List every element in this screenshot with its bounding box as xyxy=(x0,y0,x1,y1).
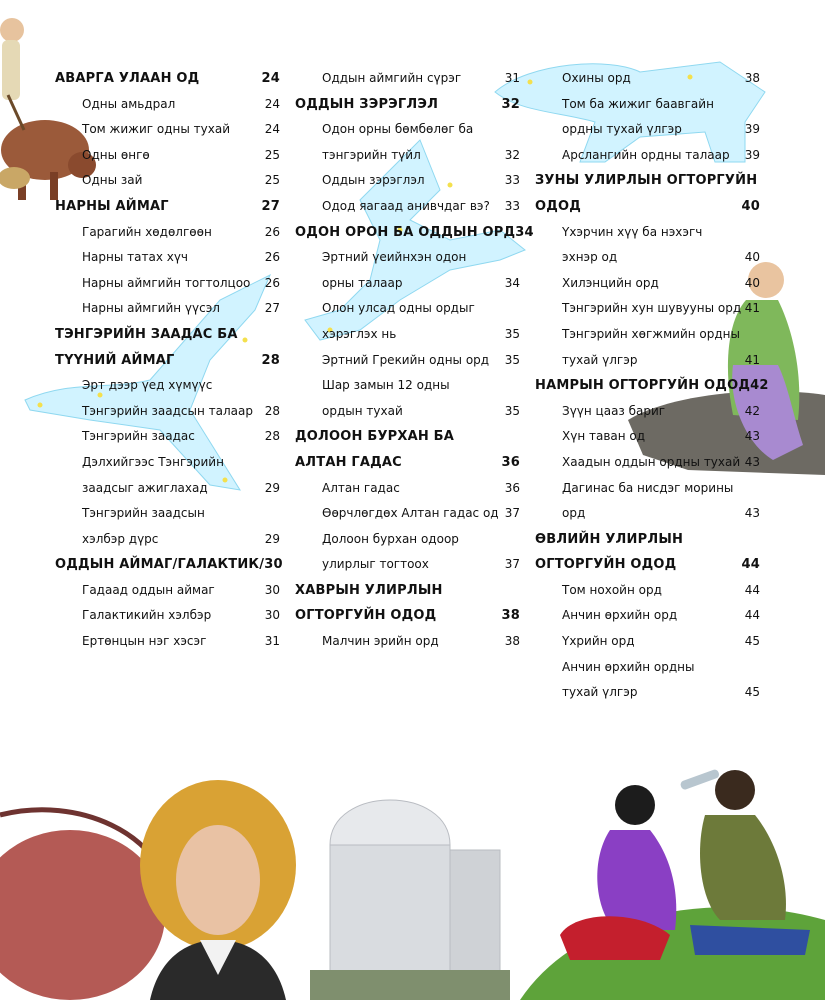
toc-entry-title: Хүн таван од xyxy=(562,429,646,444)
toc-page-number: 32 xyxy=(504,147,520,162)
toc-entry[interactable] xyxy=(55,527,280,553)
toc-section-heading[interactable] xyxy=(535,552,760,578)
toc-page-number: 45 xyxy=(744,685,760,700)
toc-entry-title: Нарны аймгийн үүсэл xyxy=(82,301,220,316)
toc-entry-title: Эрт дээр үед хүмүүс xyxy=(82,378,213,393)
toc-entry-title: Тэнгэрийн хун шувууны орд xyxy=(562,301,742,316)
toc-entry-title: Хаадын оддын ордны тухай xyxy=(562,454,741,469)
toc-entry[interactable] xyxy=(55,373,280,399)
toc-entry-title: ордны тухай үлгэр xyxy=(562,122,682,137)
toc-entry[interactable] xyxy=(295,168,520,194)
toc-entry-title: Тэнгэрийн заадас xyxy=(82,429,195,444)
toc-entry[interactable] xyxy=(55,92,280,118)
toc-page-number: 28 xyxy=(261,352,280,368)
toc-entry-title: хэлбэр дүрс xyxy=(82,531,159,546)
toc-page-number: 29 xyxy=(264,531,280,546)
toc-entry[interactable] xyxy=(295,476,520,502)
toc-entry-title: Үхэрчин хүү ба нэхэгч xyxy=(562,224,703,239)
toc-page-number: 33 xyxy=(504,173,520,188)
toc-entry-title: НАРНЫ АЙМАГ xyxy=(55,198,169,214)
toc-entry-title: ХАВРЫН УЛИРЛЫН xyxy=(295,582,443,598)
toc-entry-title: Одон орны бөмбөлөг ба xyxy=(322,122,474,137)
toc-entry[interactable] xyxy=(535,603,760,629)
toc-page-number: 31 xyxy=(504,71,520,85)
toc-section-heading[interactable] xyxy=(55,194,280,220)
toc-page-number: 33 xyxy=(504,198,520,213)
toc-entry[interactable] xyxy=(295,552,520,578)
toc-entry-title: Нарны аймгийн тогтолцоо xyxy=(82,275,251,290)
toc-page-number: 25 xyxy=(264,173,280,188)
toc-section-heading[interactable] xyxy=(295,450,520,476)
toc-entry[interactable] xyxy=(295,271,520,297)
toc-page-number: 36 xyxy=(501,454,520,470)
toc-entry-title: Галактикийн хэлбэр xyxy=(82,608,212,623)
toc-page-number: 44 xyxy=(744,608,760,623)
toc-entry[interactable] xyxy=(295,373,520,399)
toc-entry[interactable] xyxy=(535,578,760,604)
toc-page-number: 24 xyxy=(264,122,280,137)
toc-entry[interactable] xyxy=(55,220,280,246)
toc-section-heading[interactable] xyxy=(295,603,520,629)
toc-entry[interactable] xyxy=(295,245,520,271)
toc-entry-title: ДОЛООН БУРХАН БА xyxy=(295,429,455,445)
toc-page-number: 35 xyxy=(504,352,520,367)
toc-entry[interactable] xyxy=(535,399,760,425)
toc-entry-title: Зүүн цааз бариг xyxy=(562,403,666,418)
toc-page-number: 37 xyxy=(504,506,520,521)
toc-entry-title: Тэнгэрийн заадсын талаар xyxy=(82,403,253,418)
toc-section-heading[interactable] xyxy=(535,373,769,399)
toc-entry[interactable] xyxy=(55,271,280,297)
toc-entry[interactable] xyxy=(535,220,760,246)
toc-entry-title: ЗУНЫ УЛИРЛЫН ОГТОРГУЙН xyxy=(535,173,758,189)
toc-entry[interactable] xyxy=(295,348,520,374)
toc-entry[interactable] xyxy=(535,92,760,118)
toc-section-heading[interactable] xyxy=(535,527,760,553)
girl-head xyxy=(615,785,655,825)
toc-page-number: 36 xyxy=(504,480,520,495)
toc-column-2 xyxy=(295,66,534,655)
toc-entry-title: хэрэглэх нь xyxy=(322,326,397,341)
toc-entry-title: тэнгэрийн түйл xyxy=(322,147,421,162)
toc-entry-title: эхнэр од xyxy=(562,250,618,265)
toc-page-number: 35 xyxy=(504,326,520,341)
toc-entry[interactable] xyxy=(55,629,280,655)
toc-entry-title: Одны амьдрал xyxy=(82,96,176,111)
toc-entry-title: Нарны татах хүч xyxy=(82,250,189,265)
toc-entry-title: улирлыг тогтоох xyxy=(322,557,429,572)
toc-entry[interactable] xyxy=(55,143,280,169)
toc-entry[interactable] xyxy=(535,245,760,271)
toc-entry[interactable] xyxy=(55,296,280,322)
telescope xyxy=(679,768,720,790)
toc-entry-title: Эртний үеийнхэн одон xyxy=(322,250,467,265)
toc-page-number: 30 xyxy=(264,608,280,623)
toc-page-number: 43 xyxy=(744,506,760,521)
toc-entry-title: Анчин өрхийн ордны xyxy=(562,659,695,674)
toc-page-number: 41 xyxy=(744,352,760,367)
toc-entry-title: Тэнгэрийн заадсын xyxy=(82,506,205,521)
toc-section-heading[interactable] xyxy=(55,322,280,348)
stargazing-children-illustration xyxy=(520,760,825,1000)
toc-entry-title: Одод яагаад анивчдаг вэ? xyxy=(322,198,490,213)
toc-entry[interactable] xyxy=(535,348,760,374)
toc-entry-title: НАМРЫН ОГТОРГУЙН ОДОД xyxy=(535,378,751,394)
toc-page-number: 42 xyxy=(750,378,769,394)
toc-page-number: 25 xyxy=(264,147,280,162)
toc-entry-title: ОГТОРГУЙН ОДОД xyxy=(535,557,677,573)
toc-page-number: 26 xyxy=(264,250,280,265)
toc-page-number: 38 xyxy=(744,71,760,85)
toc-page-number: 44 xyxy=(744,582,760,597)
toc-entry-title: ОДОН ОРОН БА ОДДЫН ОРД xyxy=(295,224,516,240)
toc-column-3 xyxy=(535,66,769,706)
toc-entry-title: Арслангийн ордны талаар xyxy=(562,147,730,162)
toc-page-number: 38 xyxy=(501,608,520,624)
toc-entry[interactable] xyxy=(535,424,760,450)
toc-entry-title: Дагинас ба нисдэг морины xyxy=(562,480,734,495)
toc-section-heading[interactable] xyxy=(55,552,283,578)
toc-entry-title: Том жижиг одны тухай xyxy=(82,122,230,137)
toc-page-number: 41 xyxy=(744,301,760,316)
toc-entry-title: АЛТАН ГАДАС xyxy=(295,454,402,470)
toc-entry[interactable] xyxy=(535,66,760,92)
toc-page-number: 27 xyxy=(261,198,280,214)
toc-entry[interactable] xyxy=(535,271,760,297)
toc-entry-title: Том ба жижиг баавгайн xyxy=(562,96,714,111)
toc-entry[interactable] xyxy=(535,450,760,476)
toc-page-number: 24 xyxy=(264,96,280,111)
toc-entry[interactable] xyxy=(55,399,280,425)
toc-section-heading[interactable] xyxy=(295,578,520,604)
toc-entry-title: ТҮҮНИЙ АЙМАГ xyxy=(55,352,175,368)
toc-entry-title: Одны өнгө xyxy=(82,147,150,162)
toc-entry-title: орны талаар xyxy=(322,275,403,290)
toc-entry[interactable] xyxy=(535,476,760,502)
toc-entry-title: Гарагийн хөдөлгөөн xyxy=(82,224,212,239)
toc-entry[interactable] xyxy=(295,143,520,169)
toc-page-number: 26 xyxy=(264,224,280,239)
toc-entry-title: Хилэнцийн орд xyxy=(562,275,659,290)
toc-page-number: 45 xyxy=(744,634,760,649)
toc-page-number: 40 xyxy=(744,275,760,290)
toc-page-number: 24 xyxy=(261,71,280,86)
toc-entry[interactable] xyxy=(535,629,760,655)
toc-entry-title: ӨВЛИЙН УЛИРЛЫН xyxy=(535,531,684,547)
toc-entry-title: Оддын аймгийн сүрэг xyxy=(322,71,462,85)
toc-entry[interactable] xyxy=(55,578,280,604)
toc-entry[interactable] xyxy=(295,117,520,143)
toc-entry-title: Том нохойн орд xyxy=(562,582,662,597)
toc-entry[interactable] xyxy=(535,501,760,527)
toc-entry[interactable] xyxy=(55,501,280,527)
toc-entry-title: Алтан гадас xyxy=(322,480,400,495)
toc-section-heading[interactable] xyxy=(55,66,280,92)
toc-page-number: 31 xyxy=(264,634,280,649)
toc-entry[interactable] xyxy=(535,680,760,706)
toc-entry-title: Тэнгэрийн хөгжмийн ордны xyxy=(562,326,740,341)
toc-entry-title: Оддын зэрэглэл xyxy=(322,173,425,188)
toc-entry-title: ОДОД xyxy=(535,198,582,214)
toc-page-number: 26 xyxy=(264,275,280,290)
toc-page-number: 30 xyxy=(264,582,280,597)
toc-entry[interactable] xyxy=(295,194,520,220)
toc-page-number: 28 xyxy=(264,429,280,444)
toc-entry[interactable] xyxy=(295,322,520,348)
toc-entry-title: заадсыг ажиглахад xyxy=(82,480,208,495)
toc-entry[interactable] xyxy=(295,527,520,553)
boy-head xyxy=(715,770,755,810)
toc-entry[interactable] xyxy=(295,501,520,527)
toc-section-heading[interactable] xyxy=(55,348,280,374)
toc-page-number: 43 xyxy=(744,429,760,444)
toc-entry[interactable] xyxy=(535,322,760,348)
toc-entry-title: Олон улсад одны ордыг xyxy=(322,301,475,316)
herder-head xyxy=(0,18,24,42)
toc-entry-title: АВАРГА УЛААН ОД xyxy=(55,71,200,86)
toc-entry[interactable] xyxy=(55,424,280,450)
toc-page-number: 35 xyxy=(504,403,520,418)
toc-entry-title: ОДДЫН ЗЭРЭГЛЭЛ xyxy=(295,96,439,112)
toc-entry[interactable] xyxy=(535,296,760,322)
toc-entry-title: ТЭНГЭРИЙН ЗААДАС БА xyxy=(55,326,238,342)
toc-entry-title: Гадаад оддын аймаг xyxy=(82,582,215,597)
toc-page-number: 42 xyxy=(744,403,760,418)
toc-entry[interactable] xyxy=(55,450,280,476)
observatory-illustration xyxy=(310,755,510,1000)
toc-page-number: 32 xyxy=(501,96,520,112)
toc-entry-title: Үхрийн орд xyxy=(562,634,635,649)
toc-section-heading[interactable] xyxy=(295,424,520,450)
toc-entry-title: Анчин өрхийн орд xyxy=(562,608,678,623)
toc-entry[interactable] xyxy=(55,117,280,143)
toc-page-number: 30 xyxy=(264,557,283,573)
toc-page-number: 39 xyxy=(744,122,760,137)
face xyxy=(176,825,260,935)
toc-section-heading[interactable] xyxy=(535,168,760,194)
toc-section-heading[interactable] xyxy=(295,92,520,118)
toc-page-number: 43 xyxy=(744,454,760,469)
toc-entry-title: орд xyxy=(562,506,586,521)
toc-page-number: 29 xyxy=(264,480,280,495)
toc-section-heading[interactable] xyxy=(295,220,534,246)
toc-entry-title: Өөрчлөгдөх Алтан гадас од xyxy=(322,506,499,521)
toc-entry-title: ордын тухай xyxy=(322,403,403,418)
toc-section-heading[interactable] xyxy=(535,194,760,220)
toc-page-number: 40 xyxy=(744,250,760,265)
toc-page-number: 27 xyxy=(264,301,280,316)
toc-column-1 xyxy=(55,66,283,655)
toc-entry-title: Ертөнцын нэг хэсэг xyxy=(82,634,207,649)
toc-entry[interactable] xyxy=(295,629,520,655)
toc-entry[interactable] xyxy=(55,245,280,271)
toc-entry[interactable] xyxy=(295,296,520,322)
toc-entry[interactable] xyxy=(295,66,520,92)
toc-entry-title: Долоон бурхан одоор xyxy=(322,531,459,546)
toc-page-number: 28 xyxy=(264,403,280,418)
toc-entry[interactable] xyxy=(55,476,280,502)
toc-page-number: 40 xyxy=(741,198,760,214)
toc-entry[interactable] xyxy=(535,117,760,143)
toc-entry-title: Эртний Грекийн одны орд xyxy=(322,352,490,367)
toc-entry-title: Одны зай xyxy=(82,173,143,188)
toc-entry-title: ОГТОРГУЙН ОДОД xyxy=(295,608,437,624)
toc-page-number: 34 xyxy=(504,275,520,290)
toc-entry[interactable] xyxy=(55,603,280,629)
toc-page-number: 37 xyxy=(504,557,520,572)
toc-entry-title: ОДДЫН АЙМАГ/ГАЛАКТИК/ xyxy=(55,557,265,573)
toc-entry[interactable] xyxy=(295,399,520,425)
toc-entry[interactable] xyxy=(55,168,280,194)
toc-entry-title: тухай үлгэр xyxy=(562,352,638,367)
scientist-portrait-illustration xyxy=(130,775,305,1000)
toc-entry-title: Шар замын 12 одны xyxy=(322,378,450,393)
toc-page-number: 38 xyxy=(504,634,520,649)
toc-page-number: 39 xyxy=(744,147,760,162)
toc-entry-title: Дэлхийгээс Тэнгэрийн xyxy=(82,454,224,469)
toc-entry-title: Охины орд xyxy=(562,71,631,85)
observatory-dome xyxy=(330,800,450,845)
toc-entry[interactable] xyxy=(535,655,760,681)
toc-entry-title: Малчин эрийн орд xyxy=(322,634,439,649)
toc-page-number: 34 xyxy=(515,224,534,240)
toc-page-number: 44 xyxy=(741,557,760,573)
toc-entry[interactable] xyxy=(535,143,760,169)
toc-entry-title: тухай үлгэр xyxy=(562,685,638,700)
